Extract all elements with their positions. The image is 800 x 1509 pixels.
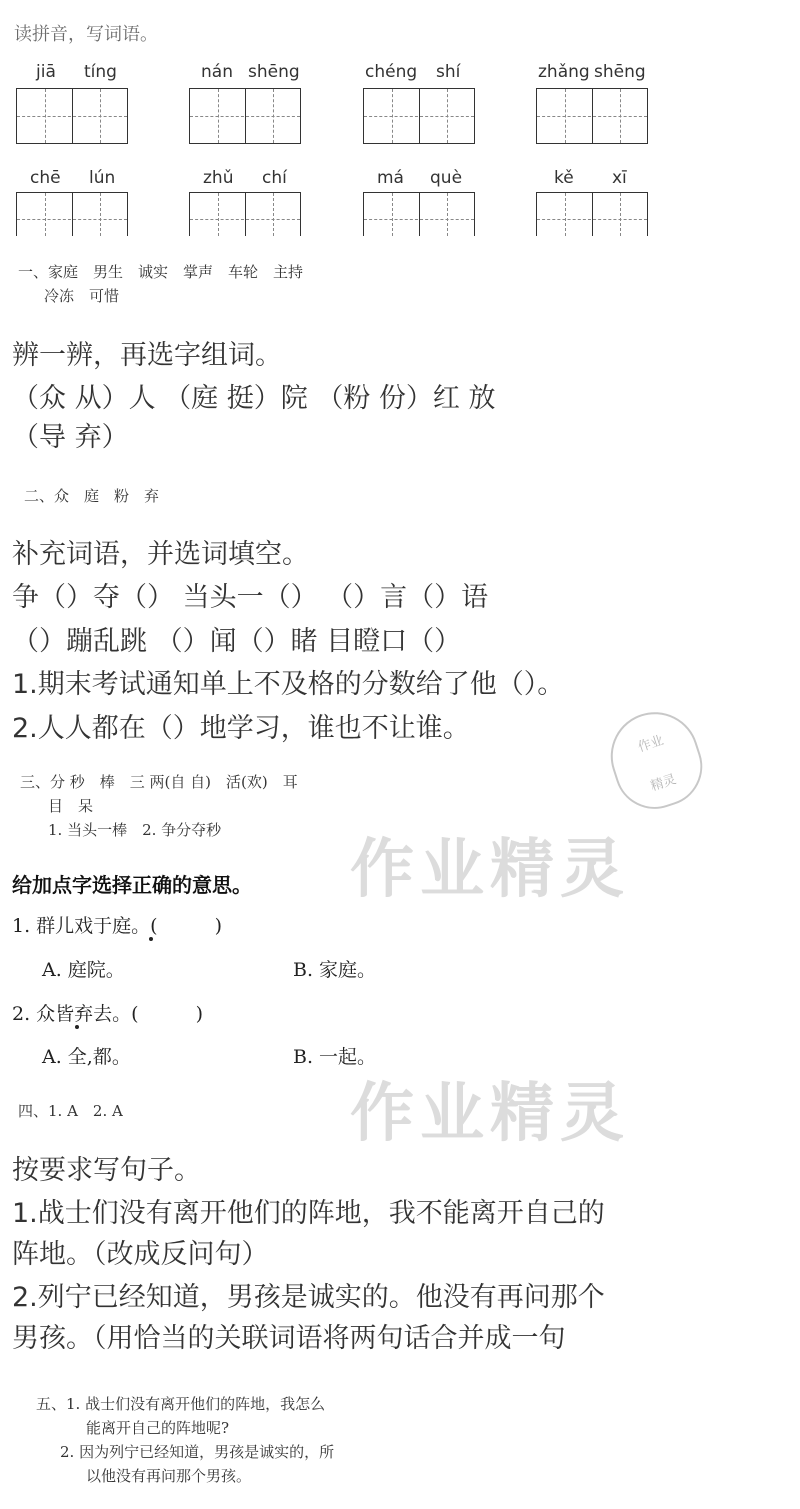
stamp-bottom-text: 精灵 [648, 772, 679, 795]
writing-grid[interactable] [536, 192, 648, 236]
watermark-text: 作业精灵 [350, 833, 630, 907]
section3-line1: 争（）夺（） 当头一（） （）言（）语 [12, 582, 489, 613]
emphasis-dot [75, 1025, 79, 1029]
pinyin: chí [262, 168, 287, 188]
writing-grid[interactable] [189, 192, 301, 236]
pinyin: chē [30, 168, 61, 188]
pinyin: zhǎng [538, 62, 590, 82]
watermark-text: 作业精灵 [350, 1077, 630, 1151]
pinyin: zhǔ [203, 168, 234, 188]
writing-grid[interactable] [363, 88, 475, 144]
section2-line2: （导 弃） [12, 422, 129, 453]
option-1a[interactable]: A. 庭院。 [42, 959, 125, 981]
answer-section3-line2: 目 呆 [48, 797, 94, 815]
answer-section5-line2: 能离开自己的阵地呢? [86, 1419, 230, 1437]
writing-grid[interactable] [363, 192, 475, 236]
answer-section5-line4: 以他没有再问那个男孩。 [86, 1467, 252, 1485]
answer-section1-line2: 冷冻 可惜 [44, 287, 120, 305]
answer-section2: 二、众 庭 粉 弃 [24, 487, 160, 505]
option-1b[interactable]: B. 家庭。 [293, 959, 377, 981]
question-1: 1. 群儿戏于庭。( ) [12, 915, 222, 937]
section3-title: 补充词语，并选词填空。 [12, 539, 309, 570]
stamp-top-text: 作业 [636, 733, 666, 756]
pinyin: shí [436, 62, 461, 82]
section2-title: 辨一辨，再选字组词。 [12, 340, 282, 371]
question-2: 2. 众皆弃去。( ) [12, 1003, 203, 1025]
writing-grid[interactable] [189, 88, 301, 144]
pinyin: tíng [84, 62, 117, 82]
pinyin: lún [89, 168, 116, 188]
pinyin: xī [612, 168, 627, 188]
instruction-pinyin: 读拼音，写词语。 [14, 24, 158, 45]
option-2b[interactable]: B. 一起。 [293, 1046, 377, 1068]
emphasis-dot [149, 937, 153, 941]
pinyin: má [377, 168, 404, 188]
pinyin: què [430, 168, 463, 188]
answer-section3-line1: 三、分 秒 棒 三 两(自 自) 活(欢) 耳 [20, 773, 298, 791]
section2-line1: （众 从）人 （庭 挺）院 （粉 份）红 放 [12, 383, 496, 414]
pinyin: shēng [248, 62, 300, 82]
section5-line3: 2.列宁已经知道，男孩是诚实的。他没有再问那个 [12, 1282, 605, 1313]
option-2a[interactable]: A. 全,都。 [42, 1046, 131, 1068]
section5-title: 按要求写句子。 [12, 1155, 201, 1186]
section3-line3: 1.期末考试通知单上不及格的分数给了他（）。 [12, 669, 565, 700]
cut-mask [0, 1356, 800, 1370]
writing-grid[interactable] [16, 88, 128, 144]
section4-title: 给加点字选择正确的意思。 [12, 873, 252, 897]
answer-section1-line1: 一、家庭 男生 诚实 掌声 车轮 主持 [18, 263, 304, 281]
pinyin: chéng [365, 62, 418, 82]
answer-section3-line3: 1. 当头一棒 2. 争分夺秒 [48, 821, 222, 839]
pinyin: shēng [594, 62, 646, 82]
writing-grid[interactable] [16, 192, 128, 236]
answer-section5-line1: 五、1. 战士们没有离开他们的阵地，我怎么 [36, 1395, 326, 1413]
writing-grid[interactable] [536, 88, 648, 144]
section5-line1: 1.战士们没有离开他们的阵地，我不能离开自己的 [12, 1198, 605, 1229]
watermark-stamp [599, 701, 712, 819]
section3-line4: 2.人人都在（）地学习，谁也不让谁。 [12, 713, 470, 744]
pinyin: nán [201, 62, 233, 82]
section3-line2: （）蹦乱跳 （）闻（）睹 目瞪口（） [12, 626, 462, 657]
answer-section5-line3: 2. 因为列宁已经知道，男孩是诚实的，所 [60, 1443, 335, 1461]
section5-line2: 阵地。（改成反问句） [12, 1239, 269, 1270]
pinyin: jiā [36, 62, 56, 82]
section5-line4: 男孩。（用恰当的关联词语将两句话合并成一句 [12, 1323, 566, 1354]
answer-section4: 四、1. A 2. A [18, 1102, 123, 1120]
pinyin: kě [554, 168, 574, 188]
